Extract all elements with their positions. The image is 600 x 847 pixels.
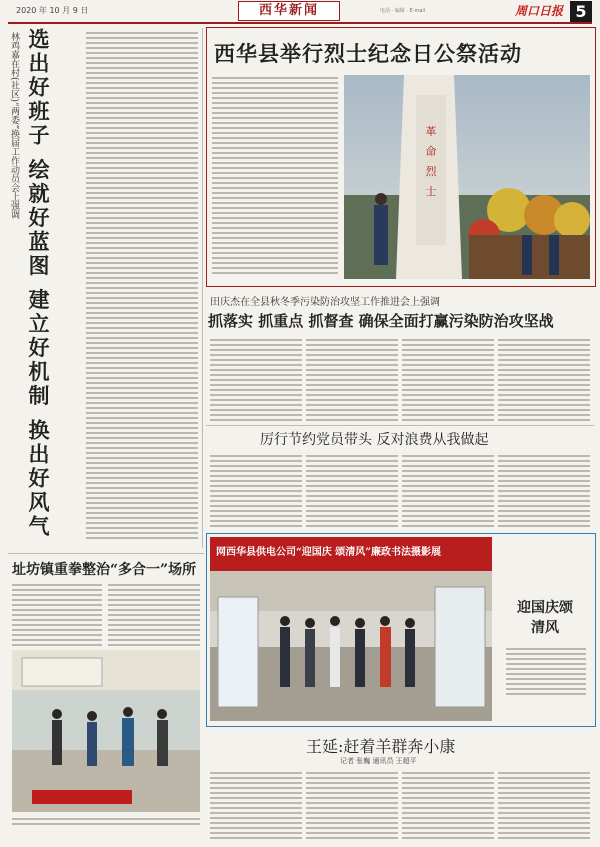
left-story-body <box>86 30 198 540</box>
left-bottom-divider <box>8 553 204 554</box>
photo-story-title: 迎国庆颂清风 <box>517 600 573 636</box>
pollution-headline: 抓落实 抓重点 抓督查 确保全面打赢污染防治攻坚战 <box>208 312 554 330</box>
memorial-photo <box>344 75 590 279</box>
column-divider <box>202 28 203 548</box>
left-story-title: 选出好班子 绘就好蓝图 建立好机制 换出好风气 <box>26 28 51 539</box>
pollution-col-3 <box>402 337 494 422</box>
lead-story-body <box>212 75 338 277</box>
newspaper-logo: 周口日报 <box>515 4 564 18</box>
bottom-story-headline: 王延:赶着羊群奔小康 <box>306 737 456 756</box>
svg-text:烈: 烈 <box>425 165 437 178</box>
thrift-col-3 <box>402 453 494 527</box>
thrift-col-2 <box>306 453 398 527</box>
pollution-col-1 <box>210 337 302 422</box>
market-photo-caption <box>12 816 200 828</box>
exhibition-banner-text: 网西华县供电公司“迎国庆 颂清风”廉政书法摄影展 <box>216 547 441 558</box>
bottom-col-1 <box>210 770 302 840</box>
page-number: 5 <box>570 1 592 22</box>
exhibition-photo <box>210 537 492 721</box>
thrift-col-1 <box>210 453 302 527</box>
market-photo <box>12 650 200 812</box>
header-rule <box>8 22 592 24</box>
lead-story-headline: 西华县举行烈士纪念日公祭活动 <box>214 41 522 66</box>
photo-story-caption <box>506 646 586 696</box>
bottom-story-byline: 记者 张巍 通讯员 王超平 <box>340 757 417 765</box>
bottom-col-3 <box>402 770 494 840</box>
pollution-col-4 <box>498 337 590 422</box>
bottom-col-4 <box>498 770 590 840</box>
section-title: 西华新闻 <box>238 1 340 21</box>
issue-date: 2020 年 10 月 9 日 <box>16 6 89 15</box>
svg-text:革: 革 <box>425 125 437 138</box>
thrift-headline: 厉行节约党员带头 反对浪费从我做起 <box>260 432 489 448</box>
left-story-kicker: 林鸡嘉在村(社区)“两委”换届工作动员会上强调 <box>9 32 19 220</box>
thrift-col-4 <box>498 453 590 527</box>
market-headline: 址坊镇重拳整治“多合一”场所 <box>12 562 197 578</box>
bottom-col-2 <box>306 770 398 840</box>
section-divider <box>206 425 594 426</box>
market-col-1 <box>12 582 102 646</box>
pollution-col-2 <box>306 337 398 422</box>
pollution-kicker: 田庆杰在全县秋冬季污染防治攻坚工作推进会上强调 <box>210 297 440 308</box>
svg-text:士: 士 <box>425 185 437 198</box>
contact-info: 电话 · 编辑 · E-mail <box>380 8 426 14</box>
svg-text:命: 命 <box>425 145 437 158</box>
market-col-2 <box>108 582 200 646</box>
